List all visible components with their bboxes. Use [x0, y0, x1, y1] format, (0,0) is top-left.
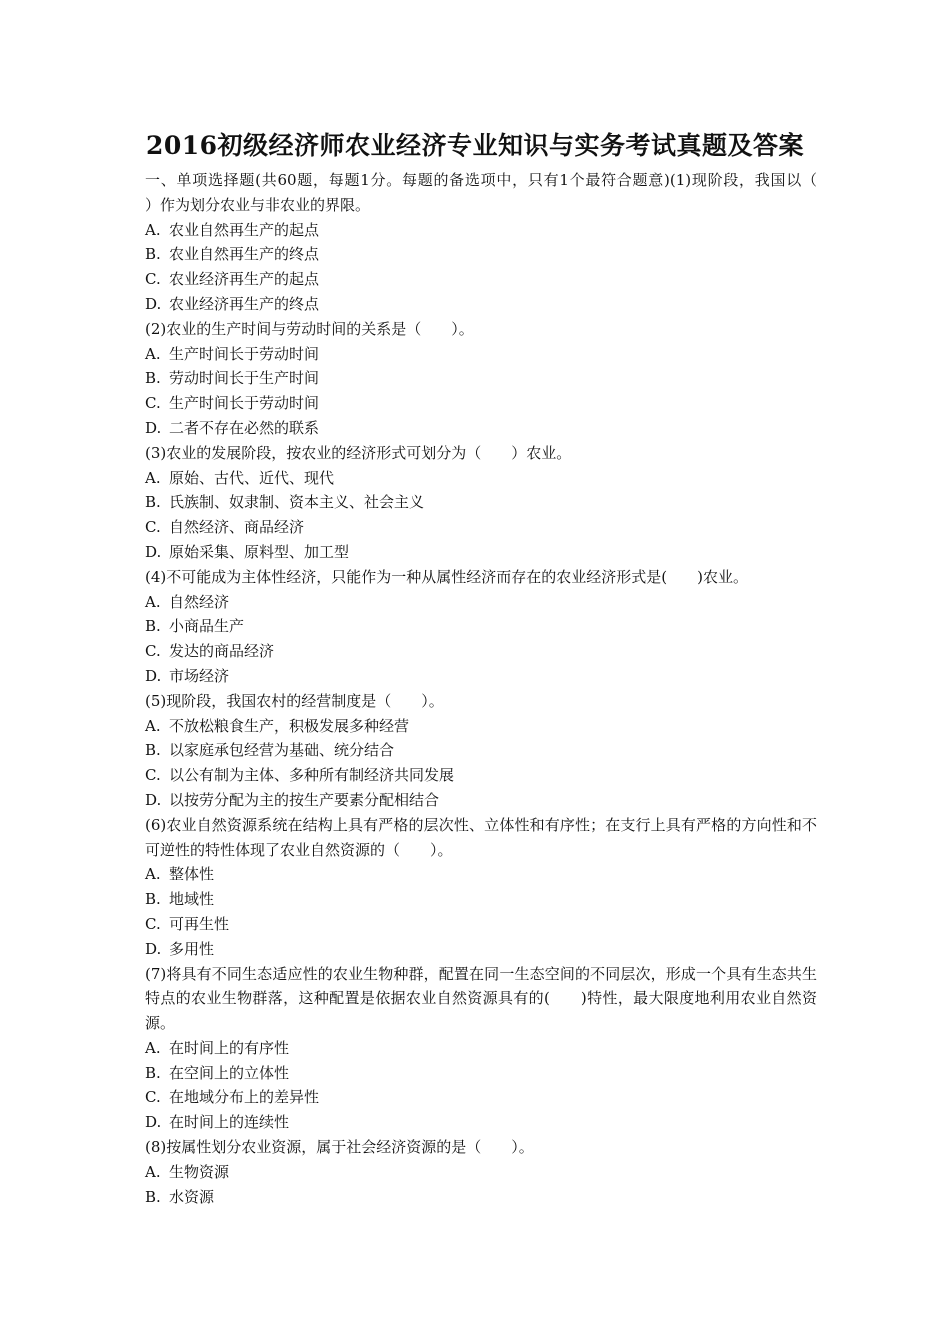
option-c: C. 发达的商品经济 [145, 642, 275, 661]
option-b: B. 劳动时间长于生产时间 [145, 369, 320, 388]
question-8 [145, 1135, 817, 1209]
option-a: A. 生产时间长于劳动时间 [145, 344, 320, 363]
option-d: D. 多用性 [145, 939, 215, 958]
question-stem: (4)不可能成为主体性经济，只能作为一种从属性经济而存在的农业经济形式是( )农业。 [145, 567, 748, 586]
section-intro: 一、单项选择题(共60题，每题1分。每题的备选项中，只有1个最符合题意)(1)现阶段，我国以（ ）作为划分农业与非农业的界限。 [145, 171, 848, 214]
option-a: A. 生物资源 [145, 1162, 230, 1181]
option-b: B. 在空间上的立体性 [145, 1063, 290, 1082]
document-title: 2016初级经济师农业经济专业知识与实务考试真题及答案 [145, 131, 805, 160]
question-stem: (2)农业的生产时间与劳动时间的关系是（ ）。 [145, 319, 474, 338]
question-stem: (6)农业自然资源系统在结构上具有严格的层次性、立体性和有序性；在支行上具有严格的方向性和不可逆性的特性体现了农业自然资源的（ ）。 [145, 815, 817, 859]
option-d: D. 原始采集、原料型、加工型 [145, 542, 350, 561]
question-stem: (7)将具有不同生态适应性的农业生物种群，配置在同一生态空间的不同层次，形成一个具有生态共生特点的农业生物群落，这种配置是依据农业自然资源具有的( )特性，最大限度地利用农业自然资源。 [145, 964, 817, 1033]
question-stem: (5)现阶段，我国农村的经营制度是（ ）。 [145, 691, 444, 710]
question-1 [145, 218, 817, 317]
option-d: D. 农业经济再生产的终点 [145, 294, 320, 313]
question-stem: (8)按属性划分农业资源，属于社会经济资源的是（ ）。 [145, 1138, 534, 1157]
option-a: A. 自然经济 [145, 592, 230, 611]
question-3 [145, 441, 817, 565]
option-a: A. 农业自然再生产的起点 [145, 220, 320, 239]
option-b: B. 水资源 [145, 1187, 215, 1206]
option-d: D. 在时间上的连续性 [145, 1113, 290, 1132]
option-a: A. 整体性 [145, 865, 215, 884]
option-d: D. 市场经济 [145, 666, 230, 685]
option-d: D. 以按劳分配为主的按生产要素分配相结合 [145, 790, 440, 809]
question-4 [145, 565, 817, 689]
option-c: C. 自然经济、商品经济 [145, 518, 305, 537]
option-c: C. 以公有制为主体、多种所有制经济共同发展 [145, 766, 455, 785]
question-2 [145, 317, 817, 441]
option-b: B. 地域性 [145, 890, 215, 909]
option-a: A. 不放松粮食生产，积极发展多种经营 [145, 716, 410, 735]
option-a: A. 原始、古代、近代、现代 [145, 468, 335, 487]
option-b: B. 以家庭承包经营为基础、统分结合 [145, 741, 395, 760]
question-5 [145, 689, 817, 813]
option-c: C. 生产时间长于劳动时间 [145, 394, 320, 413]
option-b: B. 氏族制、奴隶制、资本主义、社会主义 [145, 493, 425, 512]
option-c: C. 在地域分布上的差异性 [145, 1088, 320, 1107]
document-content [145, 168, 848, 1209]
option-d: D. 二者不存在必然的联系 [145, 418, 320, 437]
question-7 [145, 962, 817, 1136]
question-stem: (3)农业的发展阶段，按农业的经济形式可划分为（ ）农业。 [145, 443, 572, 462]
option-b: B. 农业自然再生产的终点 [145, 245, 320, 264]
option-c: C. 农业经济再生产的起点 [145, 270, 320, 289]
question-6 [145, 813, 817, 962]
option-b: B. 小商品生产 [145, 617, 245, 636]
option-c: C. 可再生性 [145, 914, 230, 933]
option-a: A. 在时间上的有序性 [145, 1038, 290, 1057]
